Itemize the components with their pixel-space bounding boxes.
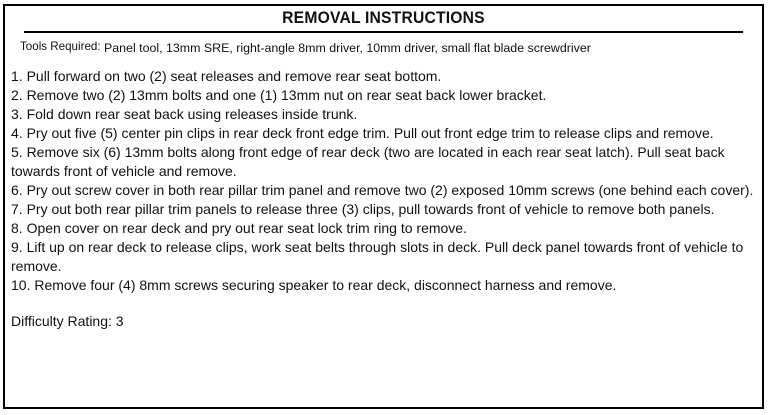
tools-required [5, 33, 762, 63]
instructions-panel [3, 4, 764, 409]
step-item: 6. Pry out screw cover in both rear pillar trim panel and remove two (2) exposed 10mm screws (one behind each cover). [11, 182, 754, 198]
difficulty-rating: Difficulty Rating: 3 [11, 313, 124, 329]
step-item: 7. Pry out both rear pillar trim panels to release three (3) clips, pull towards front of vehicle to remove both panels. [11, 201, 715, 217]
tools-required-label: Tools Required: [20, 40, 101, 53]
step-item: 9. Lift up on rear deck to release clips, work seat belts through slots in deck. Pull deck panel towards front of vehicle to remove. [11, 239, 744, 274]
tools-required-value: Panel tool, 13mm SRE, right-angle 8mm driver, 10mm driver, small flat blade screwdriver [104, 41, 591, 55]
step-item: 2. Remove two (2) 13mm bolts and one (1) 13mm nut on rear seat back lower bracket. [11, 87, 547, 103]
steps-list [11, 67, 759, 295]
page-title: REMOVAL INSTRUCTIONS [24, 6, 743, 33]
step-item: 1. Pull forward on two (2) seat releases and remove rear seat bottom. [11, 68, 442, 84]
step-item: 3. Fold down rear seat back using releases inside trunk. [11, 106, 358, 122]
step-item: 4. Pry out five (5) center pin clips in rear deck front edge trim. Pull out front edge trim to release clips and remove. [11, 125, 714, 141]
step-item: 10. Remove four (4) 8mm screws securing speaker to rear deck, disconnect harness and remove. [11, 277, 617, 293]
step-item: 8. Open cover on rear deck and pry out rear seat lock trim ring to remove. [11, 220, 467, 236]
step-item: 5. Remove six (6) 13mm bolts along front edge of rear deck (two are located in each rear seat latch). Pull seat back towards front of vehicle and remove. [11, 144, 725, 179]
